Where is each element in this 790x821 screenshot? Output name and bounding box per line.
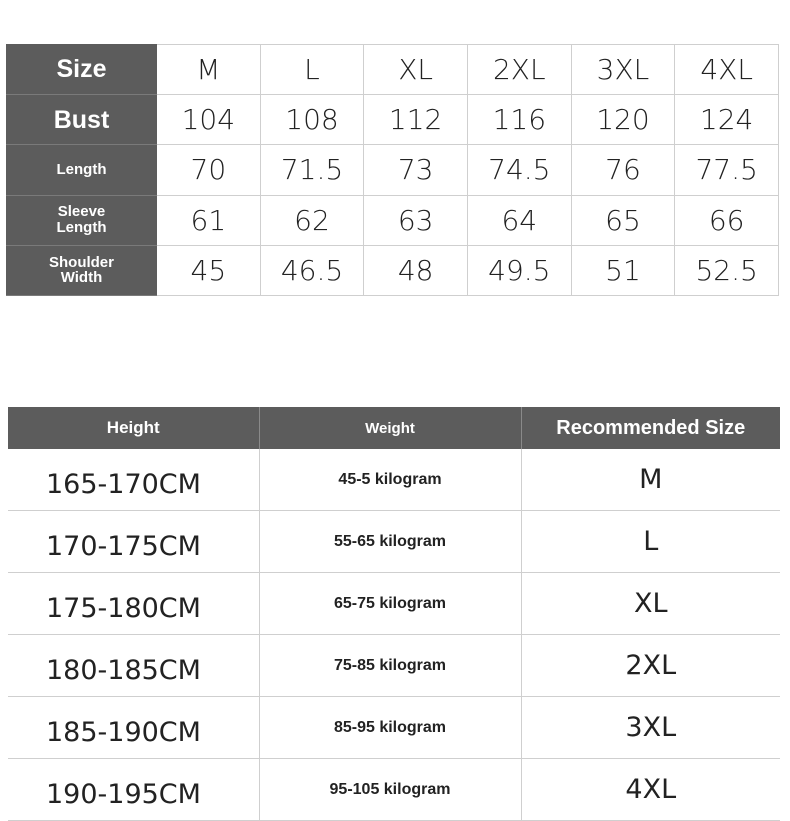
recommended-size-cell: 3XL	[521, 697, 780, 759]
height-header: Height	[8, 407, 259, 449]
weight-cell: 75-85 kilogram	[259, 635, 521, 697]
height-cell: 170-175CM	[8, 511, 259, 573]
size-measurement-table	[6, 44, 779, 296]
weight-cell: 95-105 kilogram	[259, 759, 521, 821]
measurement-cell: 49.5	[467, 245, 571, 295]
measurement-cell: 112	[364, 95, 468, 145]
size-cell: L	[260, 45, 364, 95]
measurement-cell: 104	[157, 95, 261, 145]
measurement-cell: 61	[157, 195, 261, 245]
size-cell: 4XL	[675, 45, 779, 95]
table-row	[8, 697, 780, 759]
label-line: Length	[56, 219, 107, 237]
length-row	[7, 145, 779, 195]
measurement-cell: 52.5	[675, 245, 779, 295]
label-line: Width	[60, 269, 103, 287]
table-row	[8, 511, 780, 573]
measurement-cell: 77.5	[675, 145, 779, 195]
measurement-cell: 46.5	[260, 245, 364, 295]
recommended-size-cell: XL	[521, 573, 780, 635]
weight-header: Weight	[259, 407, 521, 449]
size-cell: XL	[364, 45, 468, 95]
measurement-cell: 116	[467, 95, 571, 145]
measurement-cell: 51	[571, 245, 675, 295]
measurement-cell: 120	[571, 95, 675, 145]
height-cell: 185-190CM	[8, 697, 259, 759]
measurement-cell: 71.5	[260, 145, 364, 195]
sleeve-length-row	[7, 195, 779, 245]
size-cell: 3XL	[571, 45, 675, 95]
bust-row-label: Bust	[7, 95, 157, 145]
length-row-label: Length	[7, 145, 157, 195]
measurement-cell: 108	[260, 95, 364, 145]
measurement-cell: 65	[571, 195, 675, 245]
recommendation-header-row	[8, 407, 780, 449]
shoulder-width-row-label	[7, 245, 157, 295]
weight-cell: 65-75 kilogram	[259, 573, 521, 635]
recommended-size-cell: 4XL	[521, 759, 780, 821]
height-cell: 165-170CM	[8, 449, 259, 511]
measurement-cell: 124	[675, 95, 779, 145]
size-cell: M	[157, 45, 261, 95]
height-cell: 190-195CM	[8, 759, 259, 821]
label-line: Sleeve	[57, 203, 106, 221]
measurement-cell: 66	[675, 195, 779, 245]
table-row	[8, 759, 780, 821]
weight-cell: 85-95 kilogram	[259, 697, 521, 759]
size-row-label: Size	[7, 45, 157, 95]
weight-cell: 55-65 kilogram	[259, 511, 521, 573]
height-cell: 175-180CM	[8, 573, 259, 635]
recommended-size-header: Recommended Size	[521, 407, 780, 449]
measurement-cell: 64	[467, 195, 571, 245]
recommended-size-cell: L	[521, 511, 780, 573]
measurement-cell: 74.5	[467, 145, 571, 195]
table-row	[8, 635, 780, 697]
height-cell: 180-185CM	[8, 635, 259, 697]
measurement-cell: 70	[157, 145, 261, 195]
measurement-cell: 73	[364, 145, 468, 195]
bust-row	[7, 95, 779, 145]
label-line: Shoulder	[48, 253, 114, 271]
recommended-size-cell: 2XL	[521, 635, 780, 697]
measurement-cell: 62	[260, 195, 364, 245]
sleeve-length-row-label	[7, 195, 157, 245]
size-header-row	[7, 45, 779, 95]
table-row	[8, 449, 780, 511]
measurement-cell: 45	[157, 245, 261, 295]
shoulder-width-row	[7, 245, 779, 295]
size-recommendation-table	[8, 407, 780, 821]
table-row	[8, 573, 780, 635]
weight-cell: 45-5 kilogram	[259, 449, 521, 511]
measurement-cell: 76	[571, 145, 675, 195]
recommended-size-cell: M	[521, 449, 780, 511]
measurement-cell: 48	[364, 245, 468, 295]
measurement-cell: 63	[364, 195, 468, 245]
size-cell: 2XL	[467, 45, 571, 95]
